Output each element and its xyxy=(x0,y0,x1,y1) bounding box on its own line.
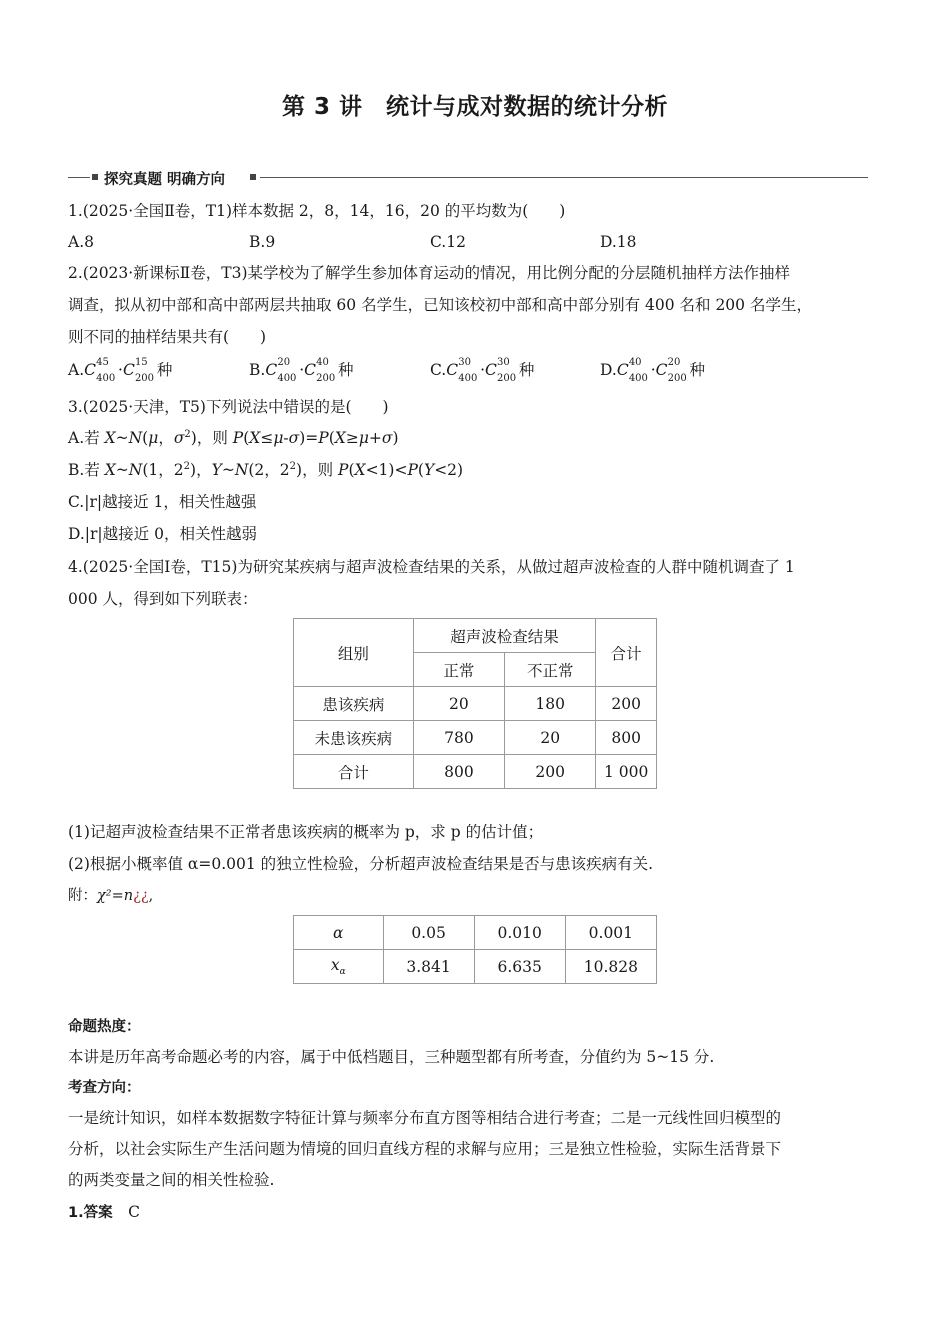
q1-option-a: A.8 xyxy=(68,233,94,251)
q3-option-d: D.|r|越接近 0，相关性越弱 xyxy=(68,525,257,543)
combination-2: C 15 200 xyxy=(122,357,155,384)
square-bullet-icon xyxy=(92,174,98,180)
q4-sub-1: (1)记超声波检查结果不正常者患该疾病的概率为 p，求 p 的估计值； xyxy=(68,823,544,841)
q4-note: 附：χ²=n¿¿, xyxy=(68,888,154,904)
combination-2: C 20 200 xyxy=(655,357,687,384)
table-row: 患该疾病 20 180 200 xyxy=(294,687,657,721)
q3-option-a: A.若 X~N(μ，$\sigma^2$)，则 P(X≤μ-σ)=P(X≥μ+σ) xyxy=(68,428,399,447)
q1-option-c: C.12 xyxy=(430,233,466,251)
question-1-text: 1.(2025·全国Ⅱ卷，T1)样本数据 2，8，14，16，20 的平均数为( ) xyxy=(68,202,566,220)
heat-heading: 命题热度： xyxy=(68,1019,141,1035)
q2-option-c: C.C 30 400 ·C 30 200 种 xyxy=(430,357,535,384)
table-header-group: 组别 xyxy=(294,619,414,687)
table-row: α 0.05 0.010 0.001 xyxy=(294,916,657,950)
square-bullet-icon xyxy=(250,174,256,180)
critical-value-table xyxy=(293,915,657,984)
table-row: $x_\alpha$ 3.841 6.635 10.828 xyxy=(294,950,657,984)
page-title: 第 3 讲 统计与成对数据的统计分析 xyxy=(281,94,669,120)
contingency-table xyxy=(293,618,657,789)
direction-line-1: 一是统计知识，如样本数据数字特征计算与频率分布直方图等相结合进行考查；二是一元线性回归模型的 xyxy=(68,1109,782,1127)
divider-right xyxy=(260,177,868,178)
heat-text: 本讲是历年高考命题必考的内容，属于中低档题目，三种题型都有所考查，分值约为 5~15 分. xyxy=(68,1048,715,1066)
combination-1: C 20 400 xyxy=(265,357,297,384)
table-row: 未患该疾病 780 20 800 xyxy=(294,721,657,755)
question-2-line-2: 调查，拟从初中部和高中部两层共抽取 60 名学生，已知该校初中部和高中部分别有 400 名和 200 名学生， xyxy=(68,296,812,314)
combination-1: C 45 400 xyxy=(84,357,116,384)
table-header-total: 合计 xyxy=(596,619,657,687)
q3-option-b: B.若 X~N(1，$2^2$)，Y~N(2，$2^2$)，则 P(X<1)<P(Y<2) xyxy=(68,460,464,479)
combination-2: C 40 200 xyxy=(304,357,336,384)
q1-option-b: B.9 xyxy=(249,233,276,251)
combination-1: C 30 400 xyxy=(446,357,478,384)
table-row: 合计 800 200 1 000 xyxy=(294,755,657,789)
question-3-text: 3.(2025·天津，T5)下列说法中错误的是( ) xyxy=(68,398,389,416)
table-header-abnormal: 不正常 xyxy=(505,653,596,687)
question-4-line-2: 000 人，得到如下列联表： xyxy=(68,590,258,608)
question-2-line-1: 2.(2023·新课标Ⅱ卷，T3)某学校为了解学生参加体育运动的情况，用比例分配的分层随机抽样方法作抽样 xyxy=(68,264,790,282)
q2-option-b: B.C 20 400 ·C 40 200 种 xyxy=(249,357,354,384)
answer-line: 1.答案 C xyxy=(68,1203,140,1221)
table-header-result: 超声波检查结果 xyxy=(413,619,596,653)
q3-option-c: C.|r|越接近 1，相关性越强 xyxy=(68,493,257,511)
section-title: 探究真题 明确方向 xyxy=(104,172,226,188)
q2-option-a: A.C 45 400 ·C 15 200 种 xyxy=(68,357,173,384)
direction-heading: 考查方向： xyxy=(68,1080,141,1096)
divider-left xyxy=(68,177,90,178)
table-header-normal: 正常 xyxy=(413,653,504,687)
combination-2: C 30 200 xyxy=(485,357,517,384)
question-2-line-3: 则不同的抽样结果共有( ) xyxy=(68,328,267,346)
q4-sub-2: (2)根据小概率值 α=0.001 的独立性检验，分析超声波检查结果是否与患该疾病有关. xyxy=(68,855,654,873)
section-header xyxy=(68,168,868,188)
combination-1: C 40 400 xyxy=(616,357,648,384)
q1-option-d: D.18 xyxy=(600,233,637,251)
question-4-line-1: 4.(2025·全国Ⅰ卷，T15)为研究某疾病与超声波检查结果的关系，从做过超声波检查的人群中随机调查了 1 xyxy=(68,558,795,576)
direction-line-2: 分析，以社会实际生产生活问题为情境的回归直线方程的求解与应用；三是独立性检验，实际生活背景下 xyxy=(68,1140,782,1158)
direction-line-3: 的两类变量之间的相关性检验. xyxy=(68,1171,275,1189)
q2-option-d: D.C 40 400 ·C 20 200 种 xyxy=(600,357,706,384)
